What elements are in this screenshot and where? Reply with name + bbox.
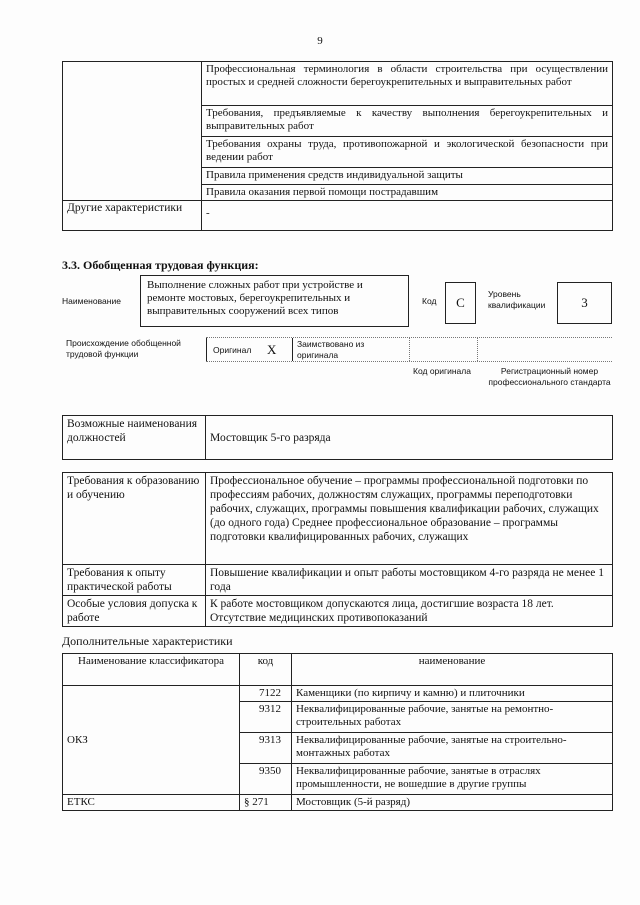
original-label: Оригинал <box>213 345 252 355</box>
page-number: 9 <box>317 35 323 47</box>
okz-name: Неквалифицированные рабочие, занятые в отраслях промышленности, не вошедшие в другие группы <box>292 764 613 795</box>
table-row <box>63 565 613 596</box>
table-row <box>63 62 613 106</box>
education-label: Требования к образованию и обучению <box>63 473 206 565</box>
positions-value: Мостовщик 5-го разряда <box>206 416 613 460</box>
level-box: 3 <box>557 282 612 324</box>
knowledge-item: Правила применения средств индивидуальной защиты <box>202 168 613 185</box>
table-row <box>63 596 613 627</box>
borrowed-cell <box>293 338 410 361</box>
okz-code: 9313 <box>240 733 292 764</box>
knowledge-table <box>62 61 613 231</box>
okz-name: Неквалифицированные рабочие, занятые на строительно-монтажных работах <box>292 733 613 764</box>
etks-name: Мостовщик (5-й разряд) <box>292 795 613 811</box>
knowledge-item: Правила оказания первой помощи пострадавшим <box>202 185 613 201</box>
col-header-code: код <box>240 654 292 686</box>
okz-name: Каменщики (по кирпичу и камню) и плиточники <box>292 686 613 702</box>
knowledge-item: Профессиональная терминология в области строительства при осуществлении простых и средней сложности берегоукрепительных и выправительных работ <box>202 62 613 106</box>
table-row <box>63 201 613 231</box>
requirements-table <box>62 472 613 627</box>
code-label: Код <box>422 296 437 306</box>
origin-code-cell <box>410 338 478 361</box>
okz-code: 9350 <box>240 764 292 795</box>
function-name-box: Выполнение сложных работ при устройстве и ремонте мостовых, берегоукрепительных и выправительных сооружений всех типов <box>140 275 409 327</box>
origin-code-caption: Код оригинала <box>413 366 471 376</box>
col-header-name: наименование <box>292 654 613 686</box>
label-cell-empty <box>63 62 202 201</box>
classifier-table <box>62 653 613 811</box>
section-heading: 3.3. Обобщенная трудовая функция: <box>62 258 259 272</box>
experience-value: Повышение квалификации и опыт работы мостовщиком 4-го разряда не менее 1 года <box>206 565 613 596</box>
knowledge-item: Требования, предъявляемые к качеству выполнения берегоукрепительных и выправительных работ <box>202 106 613 137</box>
code-box: C <box>445 282 476 324</box>
table-row <box>63 795 613 811</box>
education-value: Профессиональное обучение – программы профессиональной подготовки по профессиям рабочих, должностям служащих, программы переподготовки рабочих, служащих, программы повышения квалификации рабочих, служащих (до одного года) Среднее профессиональное образование – программы подготовки квалифицированных рабочих, служащих <box>206 473 613 565</box>
level-label: Уровень квалификации <box>488 289 546 310</box>
okz-code: 7122 <box>240 686 292 702</box>
etks-label: ЕТКС <box>63 795 240 811</box>
knowledge-item: Требования охраны труда, противопожарной и экологической безопасности при ведении работ <box>202 137 613 168</box>
table-row <box>63 686 613 702</box>
borrowed-label: Заимствовано из оригинала <box>297 339 365 360</box>
special-conditions-label: Особые условия допуска к работе <box>63 596 206 627</box>
special-conditions-value: К работе мостовщиком допускаются лица, достигшие возраста 18 лет. Отсутствие медицинских противопоказаний <box>206 596 613 627</box>
positions-table <box>62 415 613 460</box>
other-characteristics-label: Другие характеристики <box>63 201 202 231</box>
name-label: Наименование <box>62 296 121 306</box>
okz-code: 9312 <box>240 702 292 733</box>
okz-label: ОКЗ <box>63 686 240 795</box>
okz-name: Неквалифицированные рабочие, занятые на ремонтно-строительных работах <box>292 702 613 733</box>
origin-row <box>206 337 612 362</box>
additional-heading: Дополнительные характеристики <box>62 634 233 648</box>
table-row <box>63 473 613 565</box>
original-cell <box>206 338 293 361</box>
reg-number-caption: Регистрационный номер профессионального стандарта <box>488 366 611 387</box>
original-mark: X <box>267 342 277 357</box>
etks-code: § 271 <box>240 795 292 811</box>
positions-label: Возможные наименования должностей <box>63 416 206 460</box>
experience-label: Требования к опыту практической работы <box>63 565 206 596</box>
col-header-classifier: Наименование классификатора <box>63 654 240 686</box>
table-row <box>63 416 613 460</box>
origin-label: Происхождение обобщенной трудовой функции <box>66 338 181 359</box>
table-header-row <box>63 654 613 686</box>
other-characteristics-value: - <box>202 201 613 231</box>
